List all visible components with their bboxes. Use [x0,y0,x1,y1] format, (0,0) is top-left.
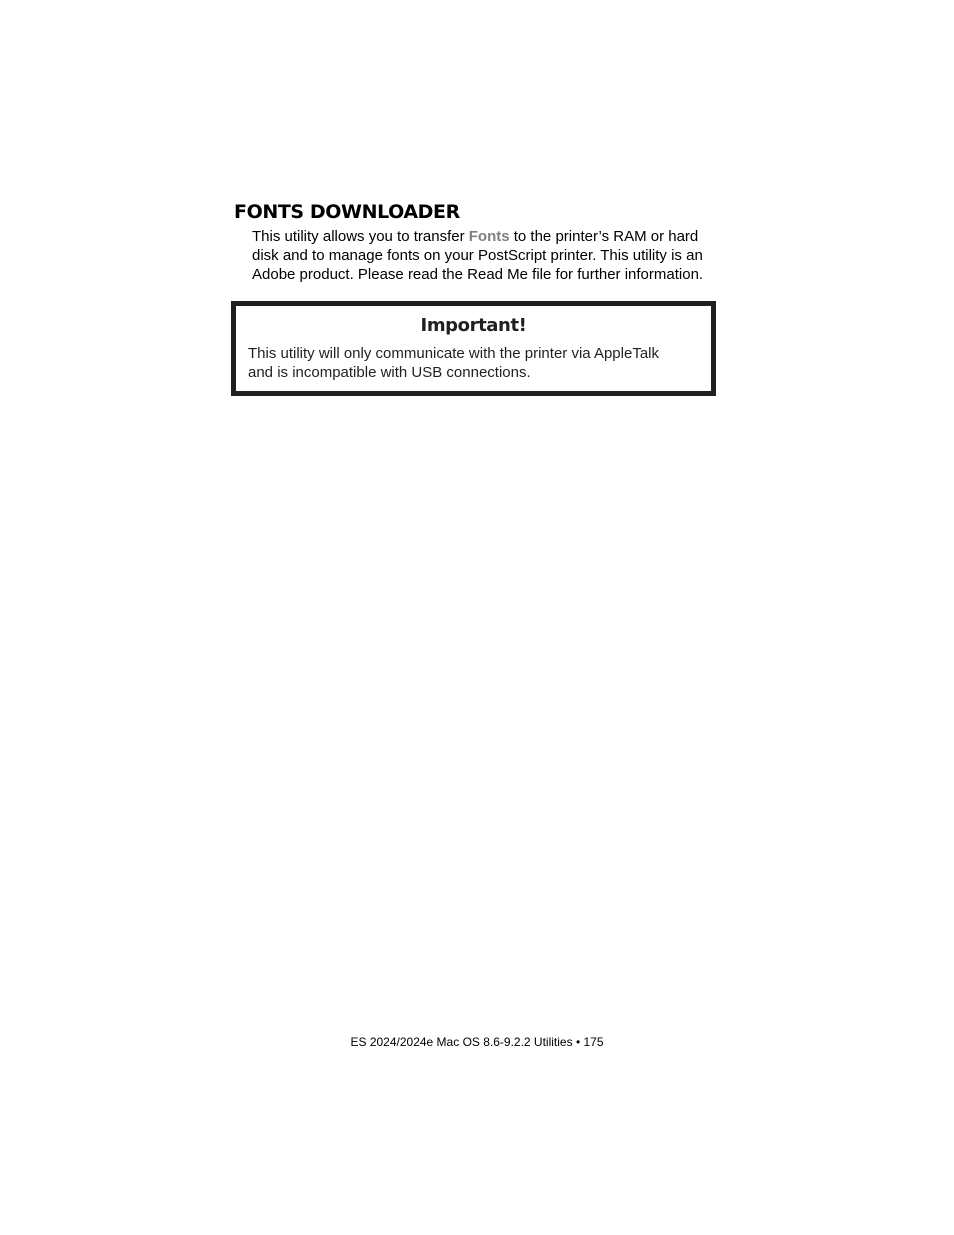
body-line-1-end: to the printer’s RAM or hard [509,228,699,245]
section-body [252,227,732,284]
important-line-2: and is incompatible with USB connections. [248,364,531,381]
important-notice-box [231,301,716,396]
body-line-2: disk and to manage fonts on your PostScript printer. This utility is an [252,247,703,264]
important-line-1: This utility will only communicate with the printer via AppleTalk [248,345,659,362]
important-text [248,344,708,382]
important-title: Important! [420,315,527,336]
body-line-3: Adobe product. Please read the Read Me file for further information. [252,266,704,283]
section-heading: FONTS DOWNLOADER [234,201,460,223]
fonts-link[interactable]: Fonts [468,228,510,245]
body-line-1-start: This utility allows you to transfer [252,228,469,245]
page-footer: ES 2024/2024e Mac OS 8.6-9.2.2 Utilities • 175 [350,1035,604,1049]
body-line-1 [252,227,732,246]
